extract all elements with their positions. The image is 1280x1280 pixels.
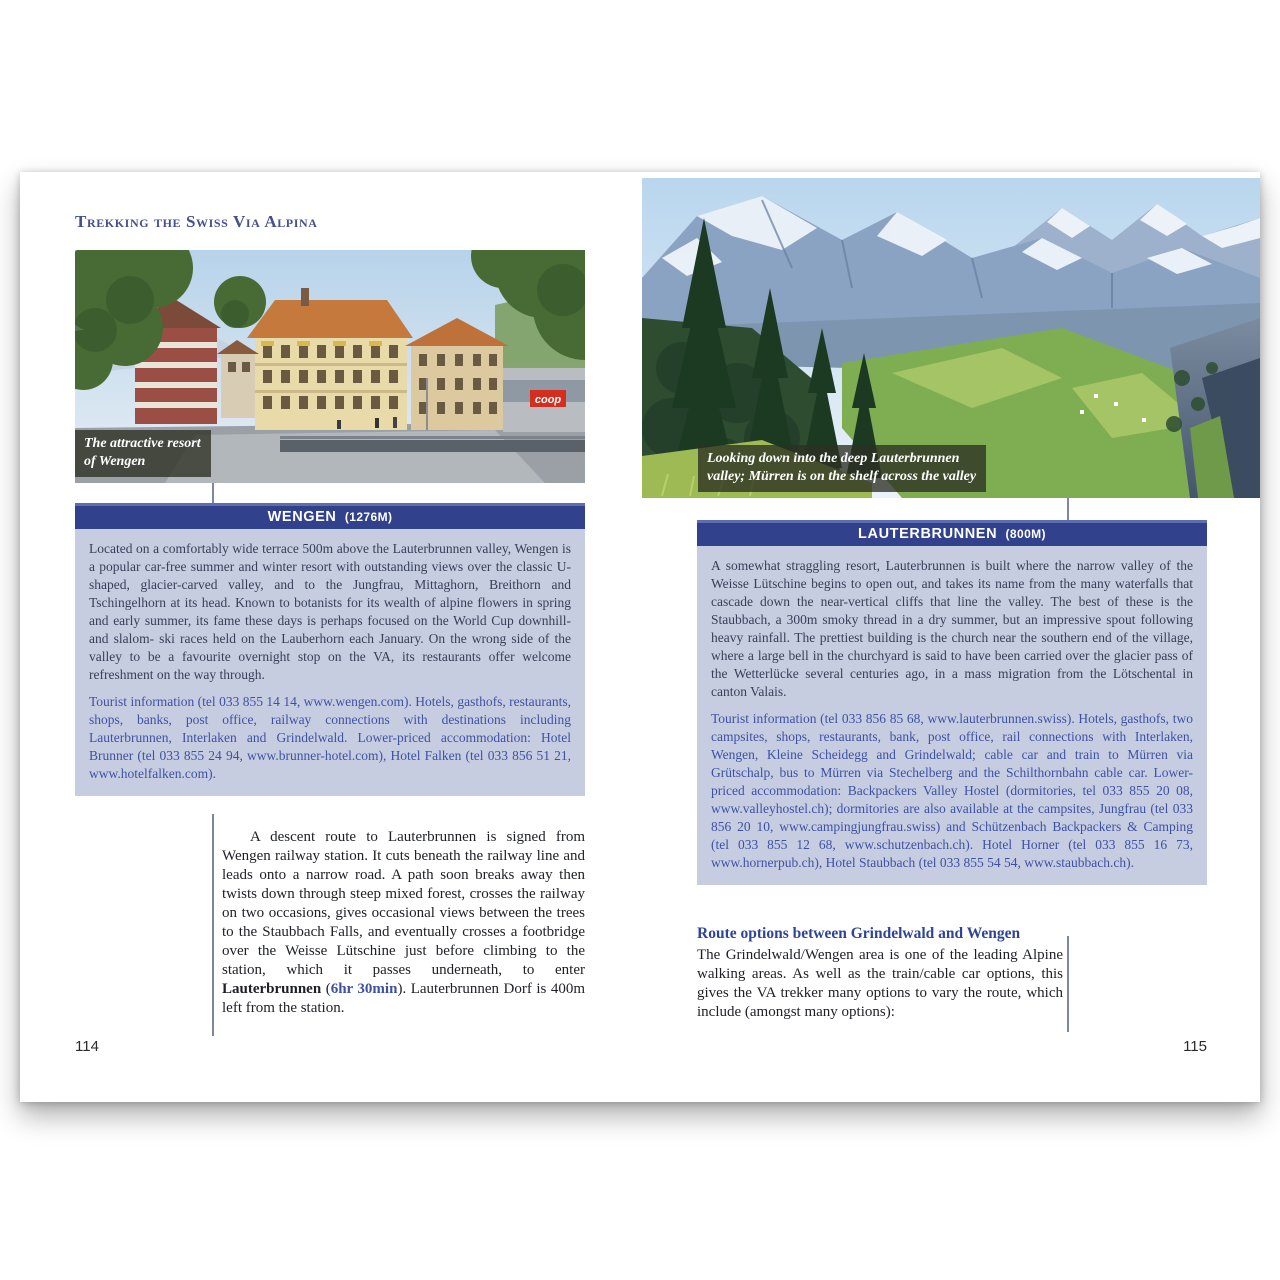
- descent-text-1: A descent route to Lauterbrunnen is signed from Wengen railway station. It cuts beneath the railway line and leads onto a narrow road. A path soon breaks away then twists down through steep mixed forest, crosses the railway on two occasions, gives occasional views between the trees to the Staubbach Falls, and eventually crosses a footbridge over the Weisse Lütschine just before climbing to the station, which it passes underneath, to enter: [222, 829, 585, 978]
- right-photo-caption-line1: Looking down into the deep Lauterbrunnen: [707, 451, 960, 466]
- lauterbrunnen-valley-photo: [642, 178, 1260, 498]
- left-photo-caption-line1: The attractive resort: [84, 436, 201, 451]
- lauterbrunnen-tourist-info: Tourist information (tel 033 856 85 68, www.lauterbrunnen.swiss). Hotels, gasthofs, two campsites, shops, restaurants, bank, post office, rail connections with Interlaken, Wengen, Kleine Scheidegg and Grindelwald; cable car and train to Mürren via Grütschalp, bus to Mürren via Stechelberg and the Schilthornbahn cable car. Lower-priced accommodation: Backpackers Valley Hostel (dormitories, tel 033 855 20 08, www.valleyhostel.ch); dormitories are also available at the campsites, Jungfrau (tel 033 856 20 10, www.campingjungfrau.swiss) and Schützenbach Backpackers & Camping (tel 033 855 12 68, www.schutzenbach.ch). Hotel Horner (tel 033 855 16 73, www.hornerpub.ch), Hotel Staubbach (tel 033 855 54 54, www.staubbach.ch).: [711, 711, 1193, 870]
- lauterbrunnen-elevation: (800M): [1005, 527, 1046, 541]
- running-head: Trekking the Swiss Via Alpina: [75, 212, 318, 231]
- wengen-title: WENGEN: [267, 509, 337, 525]
- descent-text-2: (: [321, 981, 331, 997]
- left-photo-caption-line2: of Wengen: [84, 454, 146, 469]
- wengen-info-box-header: [75, 503, 585, 529]
- descent-text-4: Lauterbrunnen Dorf is 400m left from the station.: [222, 981, 586, 1016]
- lauterbrunnen-info-box: [697, 520, 1207, 885]
- left-photo-caption: [75, 430, 211, 477]
- wengen-description: Located on a comfortably wide terrace 500m above the Lauterbrunnen valley, Wengen is a popular car-free summer and winter resort with outstanding views over the classic U-shaped, glacier-carved valley, and to the Jungfrau, Mittaghorn, Breithorn and Tschingelhorn at its head. Known to botanists for its wealth of alpine flowers in spring and early summer, its fame these days is perhaps focused on the World Cup downhill- and slalom- ski races held on the Lauberhorn each January. On the wrong side of the valley to be a favourite overnight stop on the VA, its restaurants offer welcome refreshment on the way through.: [89, 541, 571, 682]
- lauterbrunnen-bold: Lauterbrunnen: [222, 981, 322, 997]
- wengen-info-box: [75, 503, 585, 796]
- page-number-right: 115: [1183, 1038, 1207, 1055]
- right-photo-caption: [698, 445, 986, 492]
- lauterbrunnen-description: A somewhat straggling resort, Lauterbrunnen is built where the narrow valley of the Weisse Lütschine begins to open out, and takes its name from the many waterfalls that cascade down the near-vertical cliffs that line the valley. The best of these is the Staubbach, a 300m smoky thread in a dry summer, but an impressive spout following heavy rainfall. The prettiest building is the church near the southern end of the village, where a large bell in the churchyard is said to have been carried over the glacier pass of the Wetterlücke several centuries ago, in a mass migration from the Lötschental in canton Valais.: [711, 558, 1193, 699]
- walk-time: 6hr 30min: [330, 981, 398, 997]
- book-spread: [20, 172, 1260, 1102]
- descent-route-paragraph: [222, 828, 585, 1018]
- page-number-left: 114: [75, 1038, 99, 1055]
- lauterbrunnen-info-box-header: [697, 520, 1207, 546]
- route-options-section: [697, 924, 1063, 1022]
- descent-text-3: ).: [397, 981, 411, 997]
- route-connector-line-right: [1067, 498, 1069, 520]
- right-photo-caption-line2: valley; Mürren is on the shelf across the valley: [707, 469, 977, 484]
- route-options-body: The Grindelwald/Wengen area is one of the leading Alpine walking areas. As well as the train/cable car options, this gives the VA trekker many options to vary the route, which include (amongst many options):: [697, 947, 1063, 1020]
- coop-sign-text: coop: [534, 394, 562, 406]
- route-margin-line-left: [212, 814, 214, 1036]
- route-options-heading: Route options between Grindelwald and Wengen: [697, 925, 1021, 942]
- route-connector-line: [212, 483, 214, 503]
- wengen-elevation: (1276M): [344, 510, 393, 524]
- wengen-village-photo: [75, 250, 585, 483]
- wengen-tourist-info: Tourist information (tel 033 855 14 14, www.wengen.com). Hotels, gasthofs, restaurants, shops, banks, post office, railway connections with destinations including Lauterbrunnen, Interlaken and Grindelwald. Lower-priced accommodation: Hotel Brunner (tel 033 855 24 94, www.brunner-hotel.com), Hotel Falken (tel 033 856 51 21, www.hotelfalken.com).: [89, 694, 571, 781]
- route-margin-line-right: [1067, 936, 1069, 1032]
- lauterbrunnen-title: LAUTERBRUNNEN: [858, 526, 998, 542]
